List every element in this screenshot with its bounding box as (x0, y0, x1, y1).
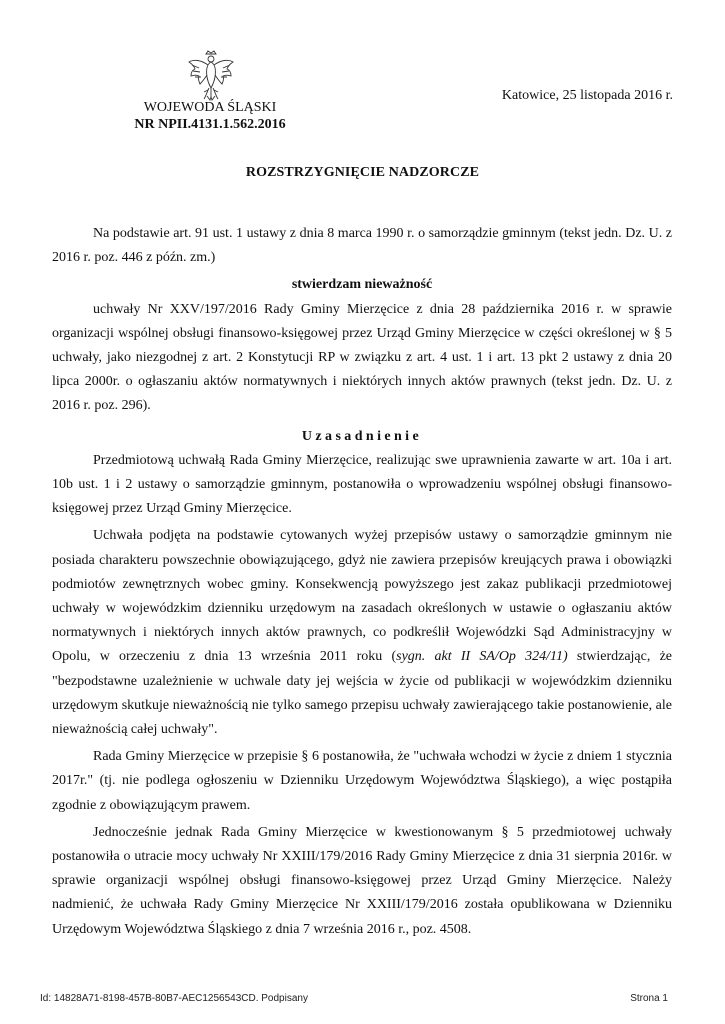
document-body (52, 222, 672, 942)
document-title: ROZSTRZYGNIĘCIE NADZORCZE (245, 165, 480, 180)
polish-eagle-emblem-icon (186, 50, 236, 102)
footer-document-id: Id: 14828A71-8198-457B-80B7-AEC1256543CD. Podpisany (40, 993, 308, 1004)
decision-paragraph: uchwały Nr XXV/197/2016 Rady Gminy Mierzęcice z dnia 28 października 2016 r. w sprawie organizacji wspólnej obsługi finansowo-księgowej przez Urząd Gminy Mierzęcice w części określonej w § 5 uchwały, jako niezgodnej z art. 2 Konstytucji RP w związku z art. 4 ust. 1 i art. 13 pkt 2 ustawy z dnia 20 lipca 2000r. o ogłaszaniu aktów normatywnych i niektórych innych aktów prawnych (tekst jedn. Dz. U. z 2016 r. poz. 296). (52, 301, 672, 414)
reference-number: NR NPII.4131.1.562.2016 (134, 117, 286, 132)
justification-heading: Uzasadnienie (301, 428, 423, 444)
legal-basis-paragraph: Na podstawie art. 91 ust. 1 ustawy z dnia 8 marca 1990 r. o samorządzie gminnym (tekst jedn. Dz. U. z 2016 r. poz. 446 z późn. zm.) (52, 226, 672, 266)
decision-heading: stwierdzam nieważność (291, 277, 433, 293)
justification-paragraph-2 (52, 524, 672, 742)
authority-name: WOJEWODA ŚLĄSKI (143, 100, 277, 115)
paragraph-2-text-b: stwierdzając, że "bezpodstawne uzależnienie w uchwale daty jej wejścia w życie od publikacji w wojewódzkim dzienniku urzędowym skutkuje nieważnością nie tylko samego przepisu uchwały zawierającego takie postanowienie, ale nieważnością całej uchwały". (52, 649, 673, 738)
paragraph-2-text-a: Uchwała podjęta na podstawie cytowanych wyżej przepisów ustawy o samorządzie gminnym nie posiada charakteru powszechnie obowiązującego, gdyż nie zawiera przepisów kreujących prawa i obowiązki podmiotów zewnętrznych wobec gminy. Konsekwencją powyższego jest zakaz publikacji przedmiotowej uchwały w wojewódzkim dzienniku urzędowym na zasadach określonych w ustawie o ogłaszaniu aktów normatywnych i niektórych innych aktów prawnych, co podkreślił Wojewódzki Sąd Administracyjny w Opolu, w orzeczeniu z dnia 13 września 2011 roku ( (52, 528, 672, 665)
court-signature-reference: sygn. akt II SA/Op 324/11) (396, 649, 568, 665)
justification-paragraph-4: Jednocześnie jednak Rada Gminy Mierzęcice w kwestionowanym § 5 przedmiotowej uchwały postanowiła o utracie mocy uchwały Nr XXIII/179/2016 Rady Gminy Mierzęcice z dnia 31 sierpnia 2016r. w sprawie organizacji wspólnej obsługi finansowo-księgowej przez Urząd Gminy Mierzęcice. Należy nadmienić, że uchwała Rady Gminy Mierzęcice Nr XXIII/179/2016 została opublikowana w Dzienniku Urzędowym Województwa Śląskiego z dnia 7 września 2016 r., poz. 4508. (52, 824, 672, 937)
justification-paragraph-1: Przedmiotową uchwałą Rada Gminy Mierzęcice, realizując swe uprawnienia zawarte w art. 10a i art. 10b ust. 1 i 2 ustawy o samorządzie gminnym, postanowiła o wprowadzeniu wspólnej obsługi finansowo-księgowej przez Urząd Gminy Mierzęcice. (52, 452, 672, 517)
place-date: Katowice, 25 listopada 2016 r. (501, 88, 673, 103)
footer-page-number: Strona 1 (630, 993, 668, 1004)
justification-paragraph-3: Rada Gminy Mierzęcice w przepisie § 6 postanowiła, że "uchwała wchodzi w życie z dniem 1 stycznia 2017r." (tj. nie podlega ogłoszeniu w Dzienniku Urzędowym Województwa Śląskiego), a więc postąpiła zgodnie z obowiązującym prawem. (52, 749, 672, 813)
